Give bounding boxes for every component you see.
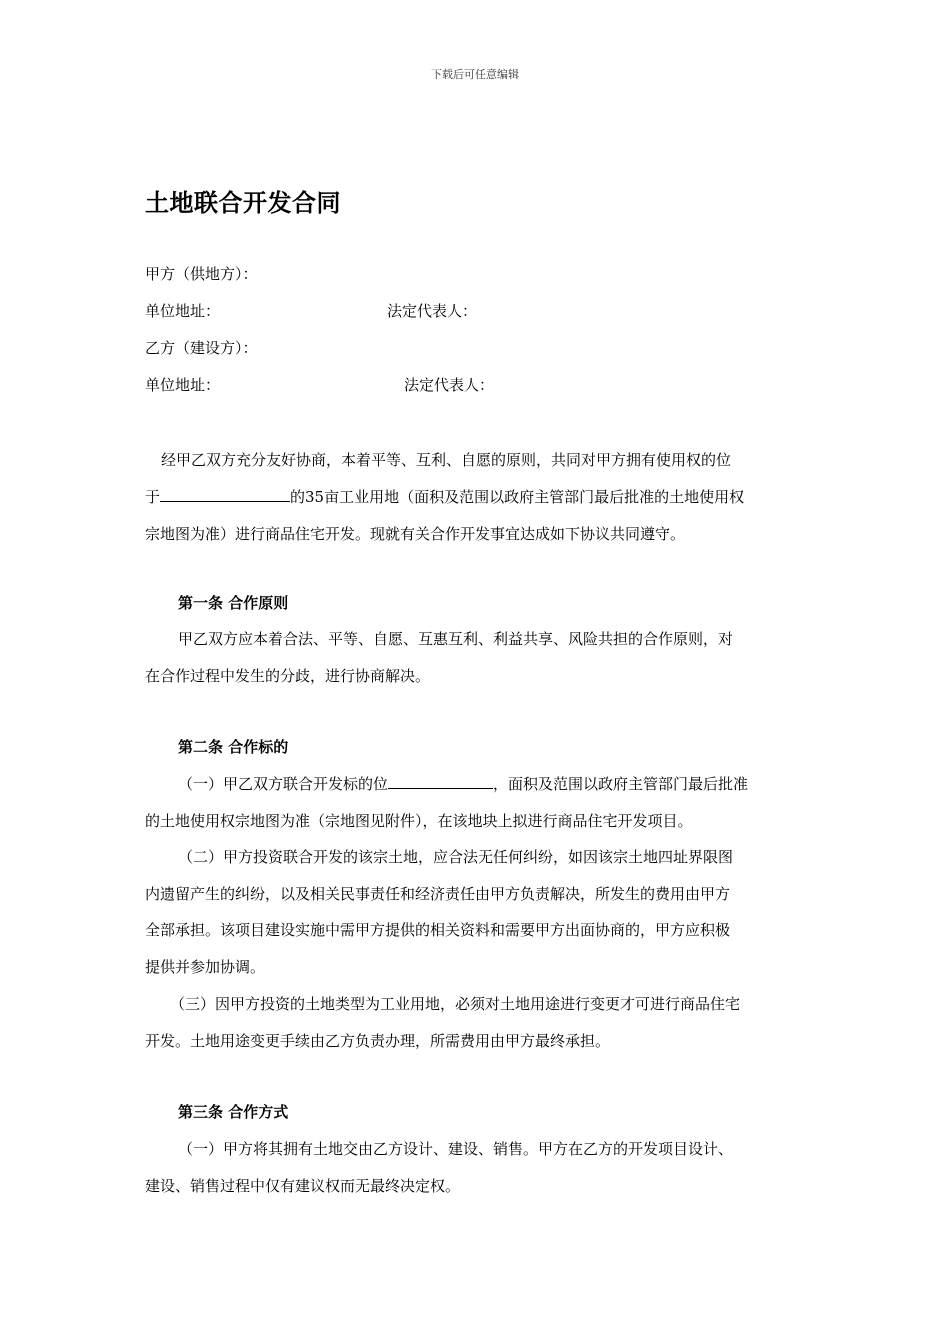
header-note: 下载后可任意编辑 <box>431 68 519 81</box>
party-a-rep: 法定代表人： <box>387 302 478 320</box>
article-2-heading: 第二条 合作标的 <box>178 738 289 756</box>
article-2-item-1-suffix: ，面积及范围以政府主管部门最后批准 <box>493 775 749 793</box>
article-2-item-2-line-2: 内遗留产生的纠纷，以及相关民事责任和经济责任由甲方负责解决，所发生的费用由甲方 <box>145 885 731 903</box>
party-b-address: 单位地址： <box>145 376 221 394</box>
intro-line-3: 宗地图为准）进行商品住宅开发。现就有关合作开发事宜达成如下协议共同遵守。 <box>145 525 686 543</box>
party-a-address: 单位地址： <box>145 302 221 320</box>
intro-line-2 <box>145 486 744 507</box>
party-a-label: 甲方（供地方）： <box>145 265 258 283</box>
article-2-item-3-line-1: （三）因甲方投资的土地类型为工业用地，必须对土地用途进行变更才可进行商品住宅 <box>170 995 741 1013</box>
article-3-item-1-line-2: 建设、销售过程中仅有建议权而无最终决定权。 <box>145 1177 461 1195</box>
intro-line-1: 经甲乙双方充分友好协商，本着平等、互利、自愿的原则，共同对甲方拥有使用权的位 <box>161 451 732 469</box>
article-2-item-1-line-2: 的土地使用权宗地图为准（宗地图见附件），在该地块上拟进行商品住宅开发项目。 <box>145 812 693 830</box>
article-2-item-1-prefix: （一）甲乙双方联合开发标的位 <box>178 775 389 793</box>
article-1-heading: 第一条 合作原则 <box>178 594 289 612</box>
article-2-item-2-line-4: 提供并参加协调。 <box>145 958 266 976</box>
party-b-rep: 法定代表人： <box>404 376 495 394</box>
location-blank <box>160 488 290 502</box>
article-3-item-1-line-1: （一）甲方将其拥有土地交由乙方设计、建设、销售。甲方在乙方的开发项目设计、 <box>178 1140 734 1158</box>
target-location-blank <box>388 775 493 789</box>
intro-line-2-suffix: 的35亩工业用地（面积及范围以政府主管部门最后批准的土地使用权 <box>290 488 745 506</box>
article-2-item-2-line-3: 全部承担。该项目建设实施中需甲方提供的相关资料和需要甲方出面协商的，甲方应积极 <box>145 921 731 939</box>
article-1-line-1: 甲乙双方应本着合法、平等、自愿、互惠互利、利益共享、风险共担的合作原则，对 <box>178 630 734 648</box>
page-title: 土地联合开发合同 <box>145 189 341 217</box>
party-b-label: 乙方（建设方）： <box>145 339 258 357</box>
intro-line-2-prefix: 于 <box>145 488 161 506</box>
article-1-line-2: 在合作过程中发生的分歧，进行协商解决。 <box>145 667 431 685</box>
article-3-heading: 第三条 合作方式 <box>178 1103 289 1121</box>
article-2-item-1-line-1 <box>178 773 748 794</box>
article-2-item-2-line-1: （二）甲方投资联合开发的该宗土地，应合法无任何纠纷，如因该宗土地四址界限图 <box>178 848 734 866</box>
article-2-item-3-line-2: 开发。土地用途变更手续由乙方负责办理，所需费用由甲方最终承担。 <box>145 1032 611 1050</box>
